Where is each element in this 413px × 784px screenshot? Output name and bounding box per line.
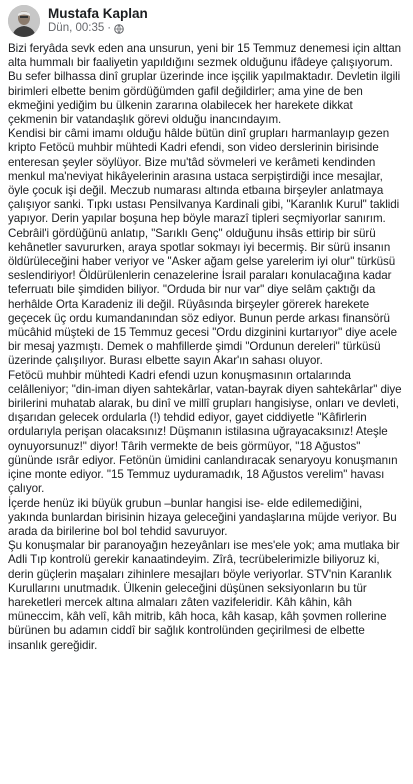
post-body	[8, 42, 405, 653]
globe-icon[interactable]	[114, 24, 124, 34]
meta-separator: ·	[107, 22, 112, 35]
post-paragraph: Kendisi bir câmi imamı olduğu hâlde bütün dinî grupları harmanlayıp gezen kripto Fetöcü muhbir mühtedi Kadri efendi, son video derslerinin birisinde enteresan şeyler söylüyor. Bize mu'tâd sövmeleri ve kerâmeti kendinden menkul ma'neviyat hikâyelerinin arasına ustaca serpiştirdiği ince mesajlar, öyle çocuk işi değil. Meczub numarası altında etbaına birşeyler anlatmaya çalışıyor sanki. Tıpkı ustası Pensilvanya Kardinali gibi, "Karanlık Kurul" taklidi yapıyor. Derin yapılar boşuna hep böyle marazî tipleri seçmiyorlar sanırım.	[8, 127, 400, 226]
post-timestamp[interactable]: Dün, 00:35	[48, 22, 105, 35]
post-paragraph: İçerde henüz iki büyük grubun –bunlar hangisi ise- elde edilemediğini, yakında bunlardan birisinin hizaya geleceğini yandaşlarına müjde veriyor. Bu arada da birilerine bol bol tehdid savuruyor.	[8, 496, 397, 538]
post-header	[8, 0, 405, 40]
post-paragraph: Bizi feryâda sevk eden ana unsurun, yeni bir 15 Temmuz denemesi için alttan alta hummalı bir faaliyetin yapıldığını sezmek olduğunu ifâdeye çalışıyorum. Bu sefer bilhassa dinî gruplar üzerinde ince işçilik yapılmaktadır. Devletin ilgili birimleri elbette benim gördüğümden gafil değildirler; ama yine de ben ekmeğini yediğim bu ülkenin zararına olabilecek her harekete dikkat çekmenin bir vatandaşlık görevi olduğu inancındayım.	[8, 42, 402, 127]
post-paragraph: Şu konuşmalar bir paranoyağın hezeyânları ise mes'ele yok; ama mutlaka bir Adli Tıp kontrolü gerekir kanaatindeyim. Zîrâ, tecrübelerimizle biliyoruz ki, derin güçlerin maşaları zihinlere mesajları böyle veriyorlar. STV'nin Karanlık Kurullarını unutmadık. Ülkenin geleceğini düşünen seksiyonların bu tür hareketleri mercek altına almaları zâten vazifeleridir. Kâh kâhin, kâh müneccim, kâh velî, kâh mitrib, kâh hoca, kâh kasap, kâh şovmen rollerine bürünen bu adamın ciddî bir sağlık kontrolünden geçirilmesi de elbette insanlık gereğidir.	[8, 539, 400, 652]
post-subline	[48, 22, 148, 36]
post-paragraph: Cebrâil'i gördüğünü anlatıp, "Sarıklı Genç" olduğunu ihsâs ettirip bir sürü kehânetler savururken, araya spotlar sokmayı iyi becermiş. Bir sürü insanın öldürüleceğini haber veriyor ve "Asker ağam gelse yarelerim iyi olur" türküsü seslendiriyor! Öldürülenlerin cenazelerine İsrail paraları konulacağına kadar teferruatı bile şimdiden biliyor. "Orduda bir nur var" diye selâm çaktığı da herhâlde Orta Karadeniz ili değil. Rüyâsında birşeyler görerek harekete geçecek üç ordu kumandanından söz ediyor. Bunun perde arkası finansörü mücâhid müşteki de 15 Temmuz gecesi "Ordu dizginini kurtarıyor" diye acele bir mesaj yazmıştı. Demek o mahfillerde şimdi "Ordunun dereleri" türküsü üzerinde çalışılıyor. Burası elbette sayın Akar'ın sahası oluyor.	[8, 226, 398, 368]
author-avatar[interactable]	[8, 5, 40, 37]
post-meta	[48, 6, 148, 36]
post-paragraph: Fetöcü muhbir mühtedi Kadri efendi uzun konuşmasının ortalarında celâlleniyor; "din-iman diyen sahtekârlar, vatan-bayrak diyen sahtekârlar" diye birilerini muhatab alarak, bu dinî ve millî grupları hangisiyse, onları ve devleti, dışarıdan gelecek ordularla (!) tehdid ediyor, gayet ciddiyetle "Kâfirlerin ordularıyla perişan olacaksınız! Düşmanın istilasına uğrayacaksınız! Ateşle oynuyorsunuz!" diyor! Târih vermekte de beis görmüyor, "18 Ağustos" gününde ısrâr ediyor. Fetönün ümidini canlandıracak senaryoyu konuşmanın içine monte ediyor. "15 Temmuz uyduramadık, 18 Ağustos verelim" havası çalıyor.	[8, 368, 402, 496]
author-name[interactable]: Mustafa Kaplan	[48, 6, 148, 21]
